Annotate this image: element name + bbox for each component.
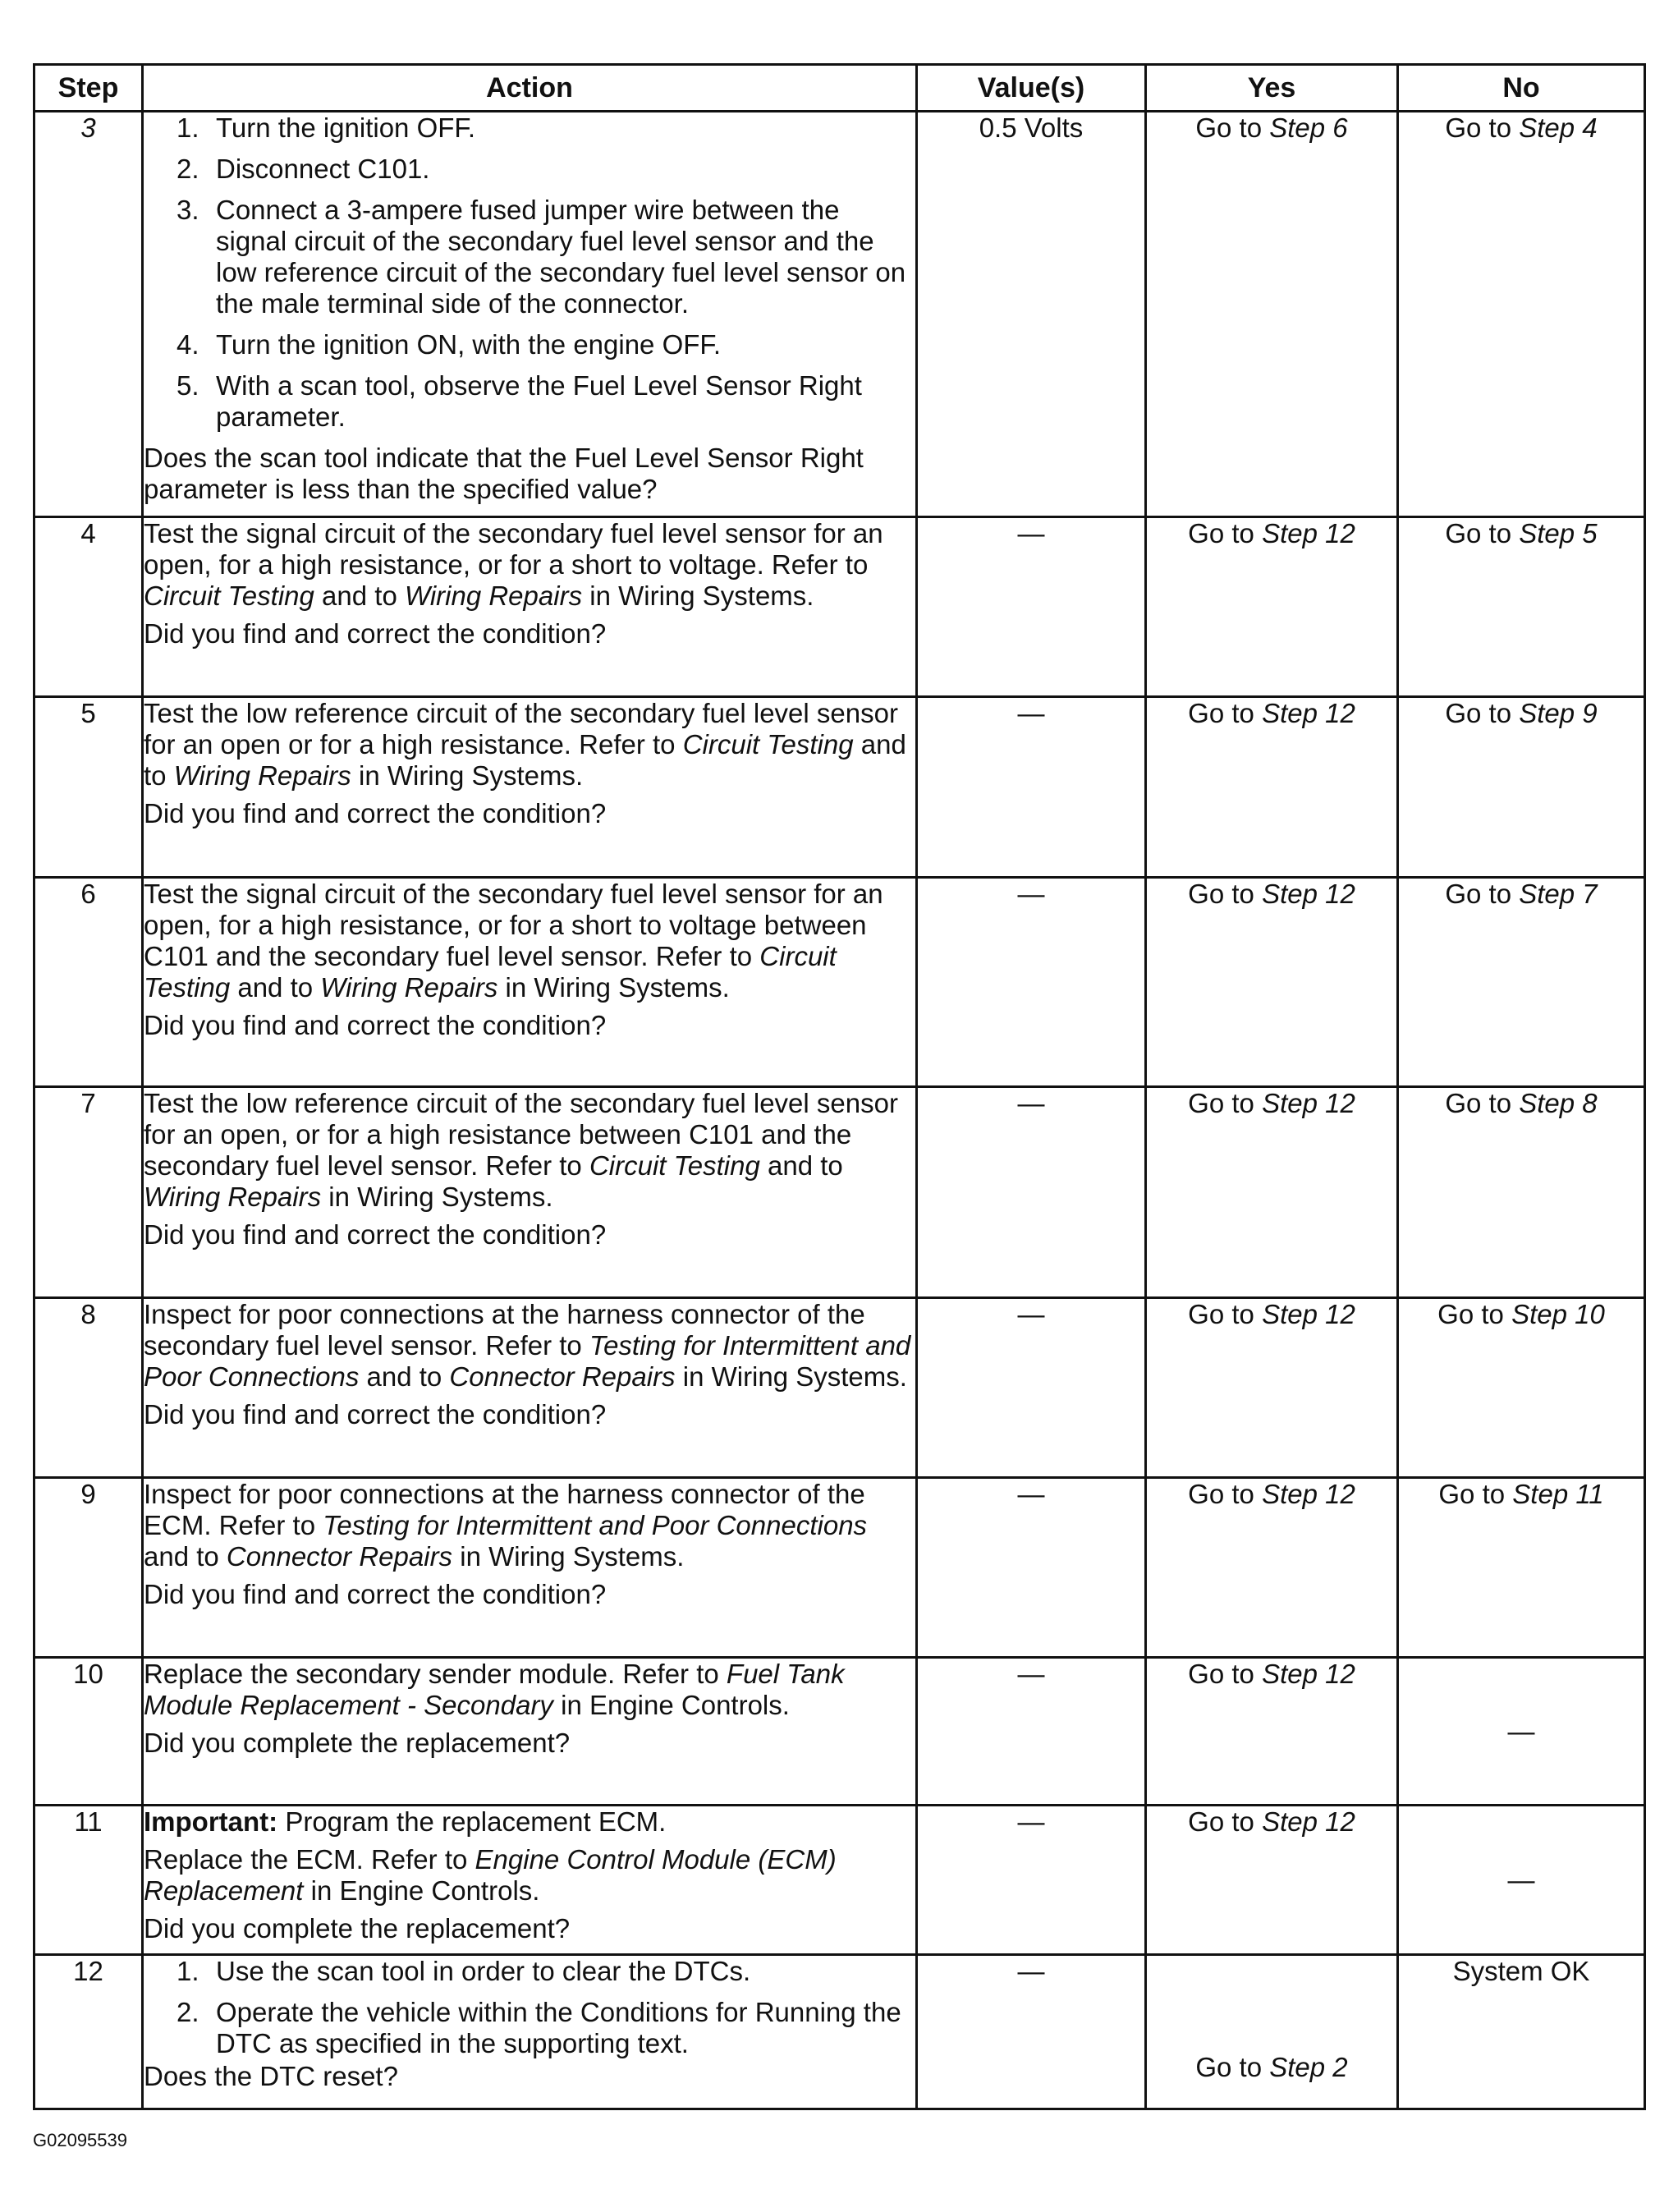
list-item: 4. Turn the ignition ON, with the engine OFF. <box>177 329 722 360</box>
action-text: Test the signal circuit of the secondary fuel level sensor for an open, for a high resistance, or for a short to voltage between C101 and the secondary fuel level sensor. Refer to Circuit Testing and to Wiring Repairs in Wiring Systems. <box>144 879 883 1003</box>
action-cell <box>143 517 917 697</box>
step-link: Step 10 <box>1511 1299 1605 1329</box>
value-cell: — <box>917 1298 1146 1478</box>
step-link: Step 12 <box>1262 1088 1355 1118</box>
action-question: Did you find and correct the condition? <box>144 1219 607 1250</box>
step-link: Step 11 <box>1512 1479 1604 1509</box>
no-cell: Go to Step 9 <box>1398 697 1645 878</box>
yes-cell: Go to Step 12 <box>1146 1087 1398 1298</box>
list-item: 5. With a scan tool, observe the Fuel Level Sensor Right parameter. <box>177 370 862 432</box>
important-note: Important: Program the replacement ECM. <box>144 1806 667 1837</box>
step-link: Step 2 <box>1269 2052 1348 2082</box>
action-cell <box>143 1955 917 2109</box>
action-cell <box>143 1087 917 1298</box>
action-question: Did you find and correct the condition? <box>144 1399 607 1430</box>
header-action: Action <box>143 65 917 112</box>
action-text: Test the low reference circuit of the secondary fuel level sensor for an open or for a high resistance. Refer to Circuit Testing and to Wiring Repairs in Wiring Systems. <box>144 698 906 791</box>
yes-cell: Go to Step 12 <box>1146 1658 1398 1806</box>
header-step: Step <box>34 65 143 112</box>
step-link: Step 4 <box>1519 112 1598 143</box>
no-cell: System OK <box>1398 1955 1645 2109</box>
step-link: Step 9 <box>1519 698 1598 728</box>
action-text: Inspect for poor connections at the harness connector of the ECM. Refer to Testing for Intermittent and Poor Connections and to Connector Repairs in Wiring Systems. <box>144 1479 868 1572</box>
value-cell: — <box>917 517 1146 697</box>
action-text: Test the low reference circuit of the secondary fuel level sensor for an open, or for a high resistance between C101 and the secondary fuel level sensor. Refer to Circuit Testing and to Wiring Repairs in Wiring Systems. <box>144 1088 898 1212</box>
step-link: Step 12 <box>1262 1479 1355 1509</box>
table-row <box>34 1658 1645 1806</box>
action-question: Did you find and correct the condition? <box>144 618 607 649</box>
header-values: Value(s) <box>917 65 1146 112</box>
yes-cell: Go to Step 12 <box>1146 1806 1398 1955</box>
yes-cell: Go to Step 12 <box>1146 697 1398 878</box>
action-text: Replace the secondary sender module. Refer to Fuel Tank Module Replacement - Secondary in Engine Controls. <box>144 1659 845 1720</box>
table-row <box>34 697 1645 878</box>
step-number: 3 <box>34 112 143 517</box>
list-item: 2. Disconnect C101. <box>177 154 430 184</box>
step-number: 6 <box>34 878 143 1087</box>
yes-cell: Go to Step 12 <box>1146 517 1398 697</box>
no-cell: — <box>1398 1658 1645 1806</box>
action-cell <box>143 697 917 878</box>
table-row <box>34 1298 1645 1478</box>
action-question: Did you complete the replacement? <box>144 1728 571 1758</box>
no-cell: Go to Step 7 <box>1398 878 1645 1087</box>
value-cell: — <box>917 878 1146 1087</box>
list-item: 2. Operate the vehicle within the Conditions for Running the DTC as specified in the supporting text. <box>177 1997 901 2058</box>
step-number: 12 <box>34 1955 143 2109</box>
value-cell: — <box>917 1806 1146 1955</box>
list-item: 1. Turn the ignition OFF. <box>177 112 476 143</box>
action-question: Does the DTC reset? <box>144 2061 398 2091</box>
no-cell: Go to Step 8 <box>1398 1087 1645 1298</box>
table-row <box>34 517 1645 697</box>
action-cell <box>143 1298 917 1478</box>
diagnostic-table <box>33 63 1646 2110</box>
table-row <box>34 878 1645 1087</box>
value-cell: — <box>917 1658 1146 1806</box>
step-link: Step 6 <box>1269 112 1348 143</box>
step-number: 11 <box>34 1806 143 1955</box>
action-cell <box>143 112 917 517</box>
action-steps-list <box>144 112 915 433</box>
step-link: Step 7 <box>1519 879 1598 909</box>
list-item: 3. Connect a 3-ampere fused jumper wire between the signal circuit of the secondary fuel level sensor and the low reference circuit of the secondary fuel level sensor on the male terminal side of the connector. <box>177 195 906 319</box>
step-link: Step 12 <box>1262 518 1355 548</box>
action-cell <box>143 1478 917 1658</box>
yes-cell: Go to Step 12 <box>1146 1298 1398 1478</box>
step-number: 8 <box>34 1298 143 1478</box>
step-number: 10 <box>34 1658 143 1806</box>
no-cell: Go to Step 10 <box>1398 1298 1645 1478</box>
header-no: No <box>1398 65 1645 112</box>
table-row <box>34 1806 1645 1955</box>
yes-cell: Go to Step 2 <box>1146 1955 1398 2109</box>
figure-id: G02095539 <box>33 2130 127 2150</box>
yes-cell: Go to Step 12 <box>1146 1478 1398 1658</box>
table-row <box>34 1955 1645 2109</box>
no-cell: Go to Step 4 <box>1398 112 1645 517</box>
value-cell: 0.5 Volts <box>917 112 1146 517</box>
action-text: Inspect for poor connections at the harness connector of the secondary fuel level sensor. Refer to Testing for Intermittent and Poor Connections and to Connector Repairs in Wiring Systems. <box>144 1299 911 1392</box>
value-cell: — <box>917 1955 1146 2109</box>
action-cell <box>143 1806 917 1955</box>
table-header-row <box>34 65 1645 112</box>
step-link: Step 12 <box>1262 698 1355 728</box>
action-question: Did you complete the replacement? <box>144 1913 571 1944</box>
no-cell: Go to Step 5 <box>1398 517 1645 697</box>
step-link: Step 5 <box>1519 518 1598 548</box>
action-question: Did you find and correct the condition? <box>144 1579 607 1609</box>
value-cell: — <box>917 697 1146 878</box>
value-cell: — <box>917 1087 1146 1298</box>
step-number: 9 <box>34 1478 143 1658</box>
step-number: 5 <box>34 697 143 878</box>
action-text: Replace the ECM. Refer to Engine Control Module (ECM) Replacement in Engine Controls. <box>144 1844 837 1906</box>
no-cell: Go to Step 11 <box>1398 1478 1645 1658</box>
no-cell: — <box>1398 1806 1645 1955</box>
table-row <box>34 1087 1645 1298</box>
step-number: 4 <box>34 517 143 697</box>
list-item: 1. Use the scan tool in order to clear the DTCs. <box>177 1956 751 1986</box>
action-question: Did you find and correct the condition? <box>144 798 607 828</box>
yes-cell: Go to Step 6 <box>1146 112 1398 517</box>
action-cell <box>143 878 917 1087</box>
action-steps-list <box>144 1956 915 2059</box>
step-number: 7 <box>34 1087 143 1298</box>
step-link: Step 12 <box>1262 1806 1355 1837</box>
action-cell <box>143 1658 917 1806</box>
step-link: Step 12 <box>1262 1659 1355 1689</box>
action-question: Did you find and correct the condition? <box>144 1010 607 1040</box>
yes-cell: Go to Step 12 <box>1146 878 1398 1087</box>
step-link: Step 12 <box>1262 1299 1355 1329</box>
action-text: Test the signal circuit of the secondary fuel level sensor for an open, for a high resistance, or for a short to voltage. Refer to Circuit Testing and to Wiring Repairs in Wiring Systems. <box>144 518 883 611</box>
step-link: Step 8 <box>1519 1088 1598 1118</box>
value-cell: — <box>917 1478 1146 1658</box>
table-row <box>34 1478 1645 1658</box>
header-yes: Yes <box>1146 65 1398 112</box>
action-question: Does the scan tool indicate that the Fuel Level Sensor Right parameter is less than the specified value? <box>144 443 864 504</box>
table-row <box>34 112 1645 517</box>
step-link: Step 12 <box>1262 879 1355 909</box>
